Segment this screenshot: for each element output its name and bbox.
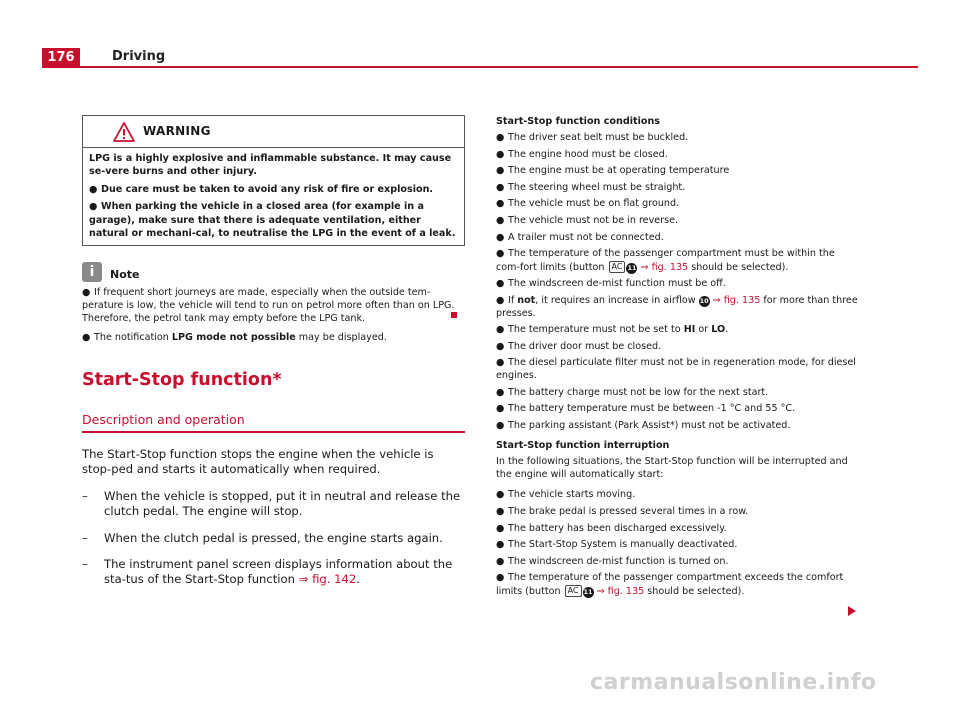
warning-bullet: ● Due care must be taken to avoid any risk of fire or explosion. — [89, 183, 434, 195]
page-number: 176 — [42, 48, 80, 67]
interruption-text: In the following situations, the Start-Stop function will be interrupted and the engine will automatically start: — [496, 456, 848, 480]
list-item: ● The battery charge must not be low for the next start. — [496, 386, 769, 398]
list-item: ● The engine must be at operating temperature — [496, 165, 730, 177]
list-item: ● The battery has been discharged excessively. — [496, 522, 727, 534]
bullet-icon: ● — [496, 340, 505, 352]
list-item: ● If not, it requires an increase in airflow 10 ⇒ fig. 135 for more than three presses. — [496, 294, 858, 319]
bullet-icon: ● — [496, 132, 505, 143]
list-item: ● The driver seat belt must be buckled. — [496, 132, 689, 143]
subsection-title: Description and operation — [82, 412, 245, 428]
chapter-title: Driving — [112, 49, 166, 64]
dash-list-item: – When the vehicle is stopped, put it in neutral and release the clutch pedal. The engine will stop. — [82, 488, 461, 519]
section-end-marker — [451, 312, 457, 318]
warning-text: LPG is a highly explosive and inflammable substance. It may cause se-vere burns and other injury. — [89, 153, 452, 178]
warning-title: WARNING — [143, 124, 211, 138]
bullet-icon: ● — [496, 324, 505, 336]
dash-list-item: – The instrument panel screen displays information about the sta-tus of the Start-Stop function ⇒ fig. 142. — [82, 556, 453, 587]
bullet-icon: ● — [496, 278, 505, 290]
watermark: carmanualsonline.info — [590, 670, 877, 695]
list-item: ● The battery temperature must be between -1 °C and 55 °C. — [496, 403, 796, 415]
page-header — [42, 48, 918, 68]
fig-135-link[interactable]: ⇒ fig. 135 — [640, 261, 689, 273]
bullet-icon: ● — [496, 572, 505, 584]
continue-arrow-icon — [848, 606, 856, 616]
right-column — [496, 115, 858, 599]
intro-text: The Start-Stop function stops the engine when the vehicle is stop-ped and starts it automatically when required. — [82, 446, 434, 477]
callout-badge-11: 11 — [583, 588, 593, 597]
bullet-icon: ● — [82, 287, 91, 299]
note-bullet: ● The notification LPG mode not possible may be displayed. — [82, 332, 387, 344]
list-item: ● The engine hood must be closed. — [496, 148, 668, 160]
bullet-icon: ● — [89, 201, 98, 213]
list-item: ● The windscreen de-mist function must be off. — [496, 278, 726, 290]
bullet-icon: ● — [496, 522, 505, 534]
list-item: ● The diesel particulate filter must not be in regeneration mode, for diesel engines. — [496, 357, 856, 381]
list-item: ● The driver door must be closed. — [496, 340, 662, 352]
info-note-icon: i — [82, 262, 102, 282]
fig-135-link[interactable]: ⇒ fig. 135 — [596, 586, 645, 598]
dash-icon: – — [82, 530, 88, 545]
list-item: ● The steering wheel must be straight. — [496, 181, 686, 193]
bullet-icon: ● — [496, 198, 505, 210]
warning-box — [82, 115, 465, 246]
bullet-icon: ● — [496, 506, 505, 518]
bullet-icon: ● — [89, 183, 98, 195]
warning-header — [83, 116, 464, 148]
list-item: ● The vehicle must be on flat ground. — [496, 198, 680, 210]
bullet-icon: ● — [82, 332, 91, 344]
bullet-icon: ● — [496, 165, 505, 177]
warning-triangle-icon — [113, 122, 135, 142]
bullet-icon: ● — [496, 539, 505, 551]
list-item: ● The temperature of the passenger compartment must be within the com-fort limits (button AC 11 ⇒ fig. 135 should be selected). — [496, 248, 835, 273]
bullet-icon: ● — [496, 357, 505, 369]
bullet-icon: ● — [496, 148, 505, 160]
list-item: ● The temperature of the passenger compartment exceeds the comfort limits (button AC 11 ⇒ fig. 135 should be selected). — [496, 572, 844, 598]
section-title: Start-Stop function* — [82, 370, 282, 391]
callout-badge-10: 10 — [699, 296, 709, 305]
dash-list-item: – When the clutch pedal is pressed, the engine starts again. — [82, 530, 443, 545]
list-item: ● The vehicle starts moving. — [496, 489, 636, 501]
bullet-icon: ● — [496, 555, 505, 567]
ac-button-key: AC — [565, 585, 582, 597]
bullet-icon: ● — [496, 248, 505, 260]
list-item: ● The parking assistant (Park Assist*) must not be activated. — [496, 419, 791, 431]
ac-button-key: AC — [609, 261, 626, 273]
warning-body — [83, 148, 464, 245]
bullet-icon: ● — [496, 231, 505, 243]
list-item: ● The vehicle must not be in reverse. — [496, 214, 679, 226]
note-header — [82, 262, 465, 284]
fig-135-link[interactable]: ⇒ fig. 135 — [712, 294, 761, 306]
header-rule — [42, 66, 918, 68]
list-item: ● The Start-Stop System is manually deactivated. — [496, 539, 738, 551]
bullet-icon: ● — [496, 181, 505, 193]
list-item: ● The temperature must not be set to HI or LO. — [496, 324, 729, 336]
list-item: ● The brake pedal is pressed several times in a row. — [496, 506, 749, 518]
dash-icon: – — [82, 556, 88, 571]
fig-142-link[interactable]: ⇒ fig. 142 — [298, 572, 357, 587]
note-body — [82, 286, 465, 344]
interruption-title: Start-Stop function interruption — [496, 440, 670, 452]
warning-bullet: ● When parking the vehicle in a closed area (for example in a garage), make sure that there is adequate ventilation, either natural or mechani-cal, to neutralise the LPG in the event of a leak. — [89, 201, 456, 240]
bullet-icon: ● — [496, 419, 505, 431]
subsection-rule — [82, 431, 465, 433]
note-block — [82, 262, 465, 344]
callout-badge-11: 11 — [627, 263, 637, 272]
dash-icon: – — [82, 488, 88, 503]
bullet-icon: ● — [496, 214, 505, 226]
bullet-icon: ● — [496, 489, 505, 501]
bullet-icon: ● — [496, 386, 505, 398]
left-column — [82, 115, 465, 588]
list-item: ● The windscreen de-mist function is turned on. — [496, 555, 729, 567]
bullet-icon: ● — [496, 294, 505, 306]
note-title: Note — [110, 268, 140, 282]
bullet-icon: ● — [496, 403, 505, 415]
list-item: ● A trailer must not be connected. — [496, 231, 664, 243]
conditions-title: Start-Stop function conditions — [496, 116, 660, 127]
note-bullet: ● If frequent short journeys are made, especially when the outside tem-perature is low, the vehicle will tend to run on petrol more often than on LPG. Therefore, the petrol tank may empty before the LPG tank. — [82, 287, 455, 325]
